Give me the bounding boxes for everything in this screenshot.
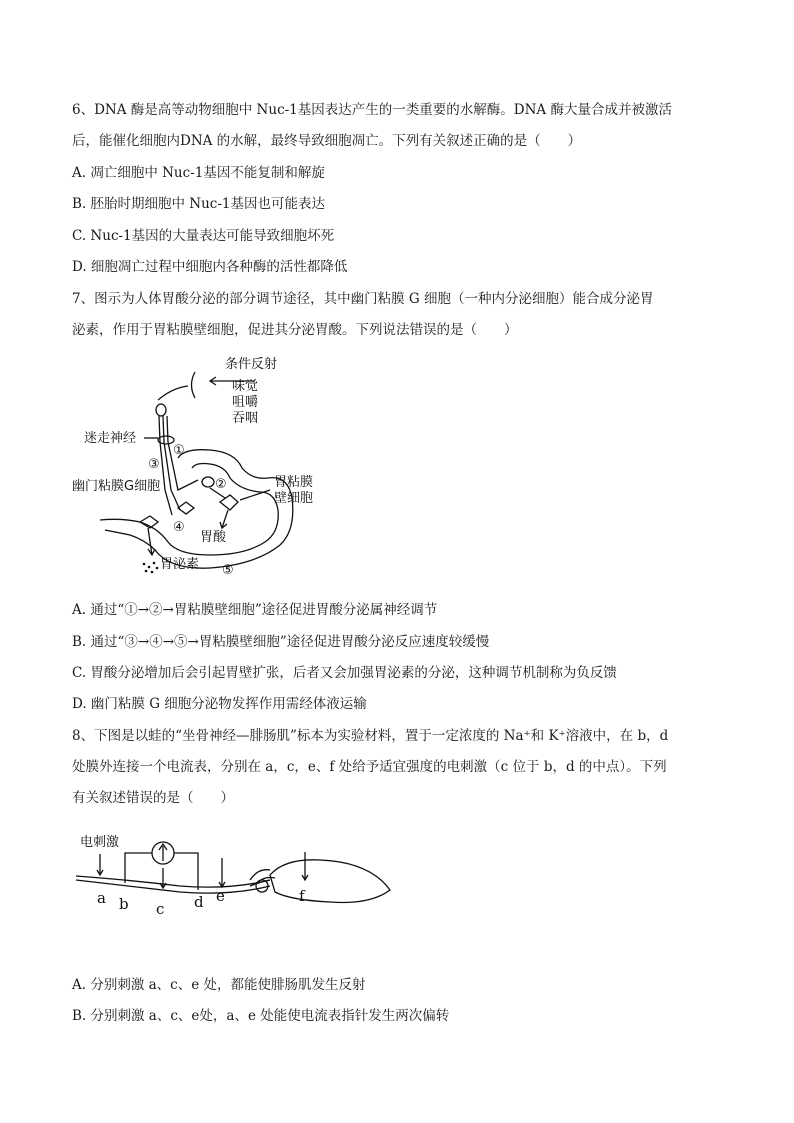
label-num-5: ⑤ — [222, 563, 234, 578]
q8-stem-line3: 有关叙述错误的是（ ） — [72, 790, 234, 806]
q7-stem-line2: 泌素，作用于胃粘膜壁细胞，促进其分泌胃酸。下列说法错误的是（ ） — [72, 322, 518, 338]
label-gastrin: 胃泌素 — [160, 557, 200, 572]
gastric-regulation-diagram — [60, 350, 340, 590]
q8-stem-line2: 处膜外连接一个电流表，分别在 a，c，e、f 处给予适宜强度的电刺激（c 位于 b，d 的中点）。下列 — [72, 759, 667, 775]
label-point-c: c — [156, 900, 165, 918]
q8-stem-line1: 8、下图是以蛙的“坐骨神经—腓肠肌”标本为实验材料，置于一定浓度的 Na⁺和 K⁺溶液中，在 b，d — [72, 728, 669, 744]
q7-option-b: B. 通过“③→④→⑤→胃粘膜壁细胞”途径促进胃酸分泌反应速度较缓慢 — [72, 634, 490, 650]
label-chewing: 咀嚼 — [232, 395, 259, 410]
q7-option-a: A. 通过“①→②→胃粘膜壁细胞”途径促进胃酸分泌属神经调节 — [72, 602, 438, 618]
q8-option-b: B. 分别刺激 a、c、e处，a、e 处能使电流表指针发生两次偏转 — [72, 1008, 450, 1024]
gastric-diagram-drawing — [60, 350, 340, 590]
q8-option-a: A. 分别刺激 a、c、e 处，都能使腓肠肌发生反射 — [72, 977, 366, 993]
q7-option-c: C. 胃酸分泌增加后会引起胃壁扩张，后者又会加强胃泌素的分泌，这种调节机制称为负反馈 — [72, 665, 617, 681]
q7-option-d: D. 幽门粘膜 G 细胞分泌物发挥作用需经体液运输 — [72, 696, 367, 712]
label-num-3: ③ — [148, 457, 160, 472]
label-point-e: e — [216, 887, 225, 905]
nerve-muscle-diagram — [70, 830, 400, 930]
q6-option-b: B. 胚胎时期细胞中 Nuc-1基因也可能表达 — [72, 196, 326, 212]
label-parietal-line2: 壁细胞 — [274, 491, 314, 506]
q6-option-a: A. 凋亡细胞中 Nuc-1基因不能复制和解旋 — [72, 165, 325, 181]
label-gastric-acid: 胃酸 — [200, 530, 227, 545]
label-conditioned-reflex: 条件反射 — [225, 357, 278, 372]
q6-option-c: C. Nuc-1基因的大量表达可能导致细胞坏死 — [72, 228, 335, 244]
nerve-muscle-drawing — [70, 830, 400, 930]
label-point-d: d — [194, 893, 204, 911]
label-electric-stimulation: 电刺激 — [80, 835, 120, 850]
label-num-1: ① — [173, 443, 185, 458]
q6-stem-line1: 6、DNA 酶是高等动物细胞中 Nuc-1基因表达产生的一类重要的水解酶。DNA 酶大量合成并被激活 — [72, 102, 672, 118]
q7-stem-line1: 7、图示为人体胃酸分泌的部分调节途径，其中幽门粘膜 G 细胞（一种内分泌细胞）能合成分泌胃 — [72, 291, 654, 307]
q6-option-d: D. 细胞凋亡过程中细胞内各种酶的活性都降低 — [72, 259, 348, 275]
label-vagus-nerve: 迷走神经 — [84, 431, 137, 446]
label-g-cell: 幽门粘膜G细胞 — [72, 479, 161, 494]
label-swallowing: 吞咽 — [232, 411, 259, 426]
label-point-a: a — [97, 889, 106, 907]
label-point-b: b — [119, 895, 129, 913]
q6-stem-line2: 后，能催化细胞内DNA 的水解，最终导致细胞凋亡。下列有关叙述正确的是（ ） — [72, 133, 582, 149]
label-num-4: ④ — [173, 520, 185, 535]
label-taste: 味觉 — [232, 379, 259, 394]
label-point-f: f — [299, 887, 305, 905]
label-parietal-line1: 胃粘膜 — [274, 475, 314, 490]
label-num-2: ② — [215, 477, 227, 492]
